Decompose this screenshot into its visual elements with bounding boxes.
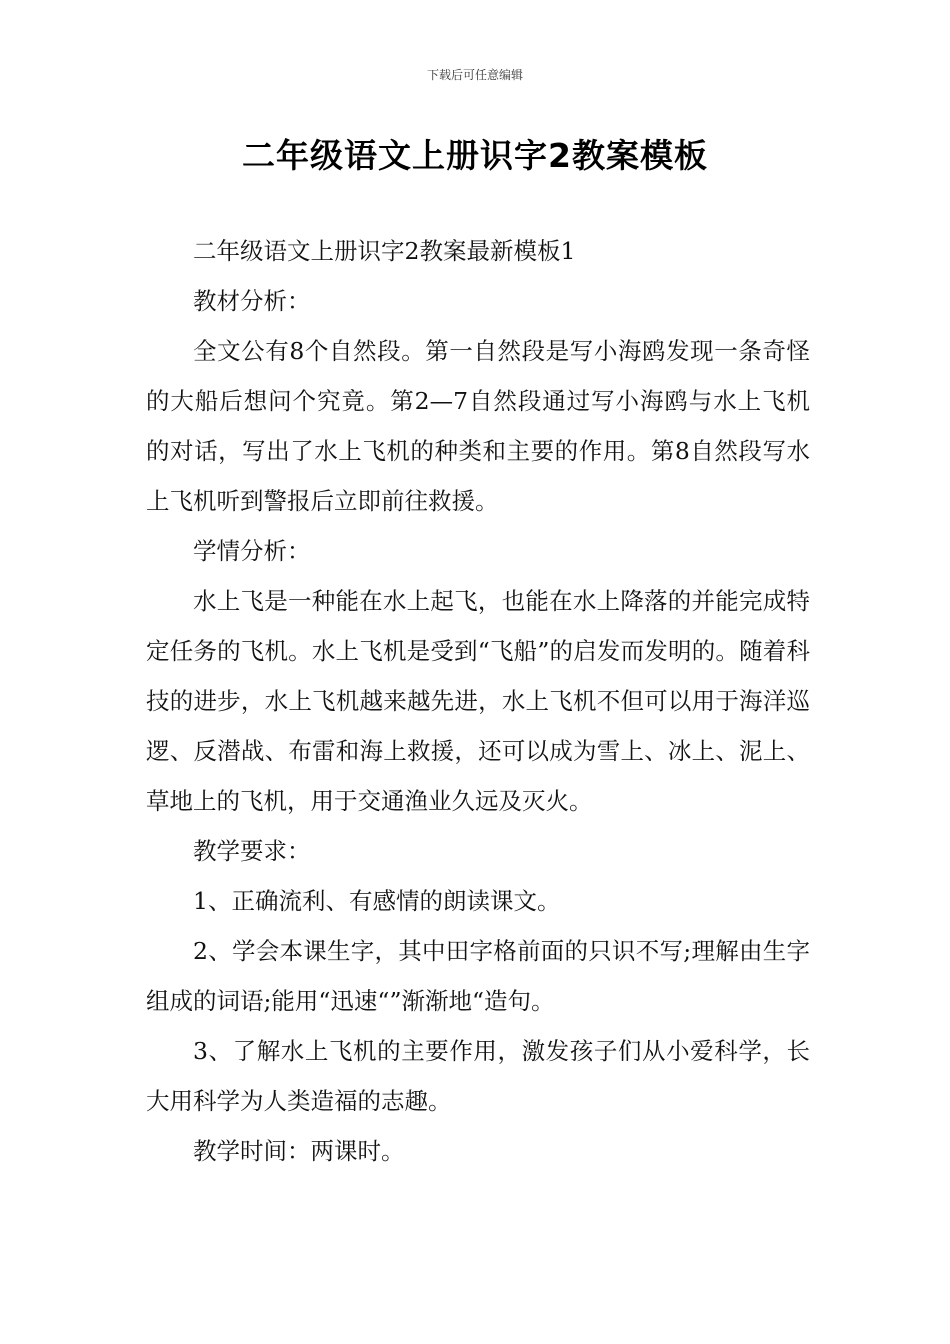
page-header-note: 下载后可任意编辑	[426, 68, 523, 82]
teaching-time: 教学时间：两课时。	[193, 1137, 405, 1165]
document-title: 二年级语文上册识字2教案模板	[242, 136, 708, 175]
paragraph-learner-analysis: 水上飞是一种能在水上起飞，也能在水上降落的并能完成特定任务的飞机。水上飞机是受到“飞船”的启发而发明的。随着科技的进步，水上飞机越来越先进，水上飞机不但可以用于海洋巡逻、反潜战、布雷和海上救援，还可以成为雪上、冰上、泥上、草地上的飞机，用于交通渔业久远及灭火。	[146, 587, 810, 815]
section-heading-learner-analysis: 学情分析：	[193, 537, 311, 565]
section-heading-textbook-analysis: 教材分析：	[193, 287, 311, 315]
requirement-item-2: 2、学会本课生字，其中田字格前面的只识不写;理解由生字组成的词语;能用“迅速“”渐渐地“造句。	[146, 937, 810, 1015]
requirement-item-3: 3、了解水上飞机的主要作用，激发孩子们从小爱科学，长大用科学为人类造福的志趣。	[146, 1037, 810, 1115]
paragraph-textbook-analysis: 全文公有8个自然段。第一自然段是写小海鸥发现一条奇怪的大船后想问个究竟。第2—7自然段通过写小海鸥与水上飞机的对话，写出了水上飞机的种类和主要的作用。第8自然段写水上飞机听到警报后立即前往救援。	[146, 337, 810, 515]
document-body	[146, 226, 810, 1176]
subtitle-paragraph: 二年级语文上册识字2教案最新模板1	[193, 237, 576, 265]
section-heading-teaching-requirements: 教学要求：	[193, 837, 311, 865]
requirement-item-1: 1、正确流利、有感情的朗读课文。	[193, 887, 561, 915]
